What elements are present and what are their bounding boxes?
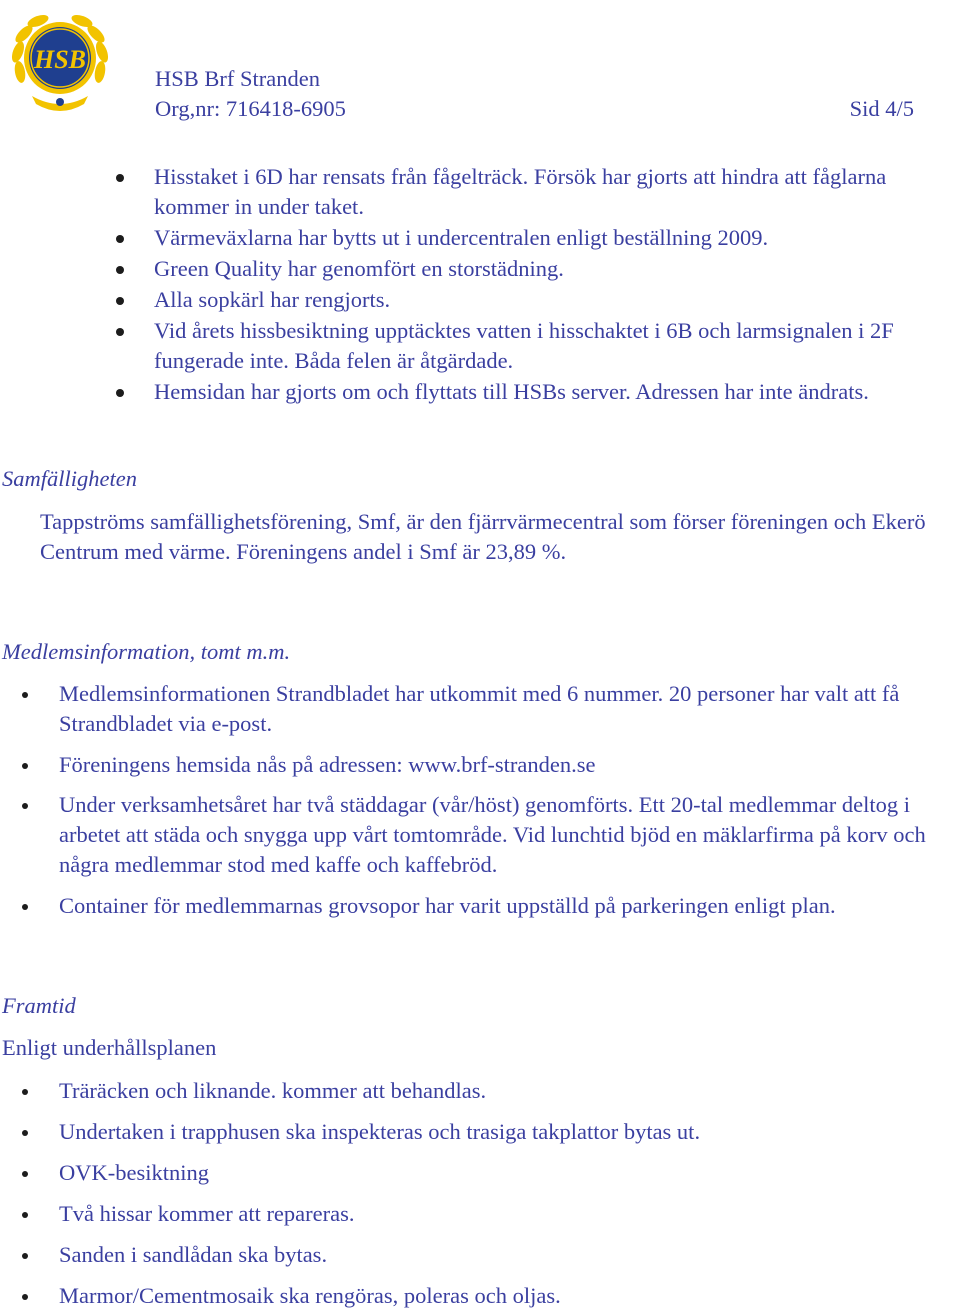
section-heading-samfalligheten: Samfälligheten <box>2 466 137 491</box>
bullet-icon <box>116 174 124 182</box>
bullet-icon <box>116 389 124 397</box>
bullet-icon <box>22 1171 28 1177</box>
framtid-list <box>0 1076 960 1311</box>
medlemsinformation-list <box>0 679 960 921</box>
bullet-icon <box>22 904 28 910</box>
samfalligheten-paragraph: Tappströms samfällighetsförening, Smf, är den fjärrvärmecentral som förser föreningen och Ekerö Centrum med värme. Föreningens andel i Smf är 23,89 %. <box>40 509 926 564</box>
maintenance-list <box>0 162 960 408</box>
list-item: Hemsidan har gjorts om och flyttats till HSBs server. Adressen har inte ändrats. <box>0 377 960 407</box>
bullet-icon <box>22 763 28 769</box>
framtid-subheading: Enligt underhållsplanen <box>2 1035 217 1060</box>
section-heading-medlemsinformation: Medlemsinformation, tomt m.m. <box>2 639 291 664</box>
list-item: Hisstaket i 6D har rensats från fågelträck. Försök har gjorts att hindra att fåglarna kommer in under taket. <box>0 162 960 222</box>
list-item: Under verksamhetsåret har två städdagar (vår/höst) genomförts. Ett 20-tal medlemmar deltog i arbetet att städa och snygga upp vårt tomtområde. Vid lunchtid bjöd en mäklarfirma på korv och några medlemmar stod med kaffe och kaffebröd. <box>0 790 960 880</box>
list-item: Container för medlemmarnas grovsopor har varit uppställd på parkeringen enligt plan. <box>0 891 960 921</box>
logo-text: HSB <box>33 45 87 74</box>
list-item: OVK-besiktning <box>0 1158 960 1188</box>
list-item: Sanden i sandlådan ska bytas. <box>0 1240 960 1270</box>
bullet-icon <box>22 1089 28 1095</box>
list-item: Föreningens hemsida nås på adressen: www.brf-stranden.se <box>0 750 960 780</box>
section-heading-framtid: Framtid <box>2 993 76 1018</box>
list-item: Träräcken och liknande. kommer att behandlas. <box>0 1076 960 1106</box>
bullet-icon <box>22 1253 28 1259</box>
list-item: Två hissar kommer att repareras. <box>0 1199 960 1229</box>
page-number: Sid 4/5 <box>849 96 914 121</box>
bullet-icon <box>116 266 124 274</box>
list-item: Värmeväxlarna har bytts ut i undercentralen enligt beställning 2009. <box>0 223 960 253</box>
list-item: Vid årets hissbesiktning upptäcktes vatten i hisschaktet i 6B och larmsignalen i 2F fungerade inte. Båda felen är åtgärdade. <box>0 316 960 376</box>
list-item: Undertaken i trapphusen ska inspekteras och trasiga takplattor bytas ut. <box>0 1117 960 1147</box>
bullet-icon <box>116 328 124 336</box>
list-item: Medlemsinformationen Strandbladet har utkommit med 6 nummer. 20 personer har valt att få Strandbladet via e-post. <box>0 679 960 739</box>
hsb-logo <box>4 4 116 116</box>
bullet-icon <box>116 235 124 243</box>
list-item: Alla sopkärl har rengjorts. <box>0 285 960 315</box>
bullet-icon <box>22 803 28 809</box>
bullet-icon <box>116 297 124 305</box>
list-item: Green Quality har genomfört en storstädning. <box>0 254 960 284</box>
bullet-icon <box>22 1130 28 1136</box>
bullet-icon <box>22 1212 28 1218</box>
document-title: HSB Brf Stranden <box>155 66 320 91</box>
bullet-icon <box>22 692 28 698</box>
hsb-logo-icon <box>4 4 116 116</box>
list-item: Marmor/Cementmosaik ska rengöras, poleras och oljas. <box>0 1281 960 1311</box>
org-number: Org,nr: 716418-6905 <box>155 96 346 121</box>
bullet-icon <box>22 1294 28 1300</box>
